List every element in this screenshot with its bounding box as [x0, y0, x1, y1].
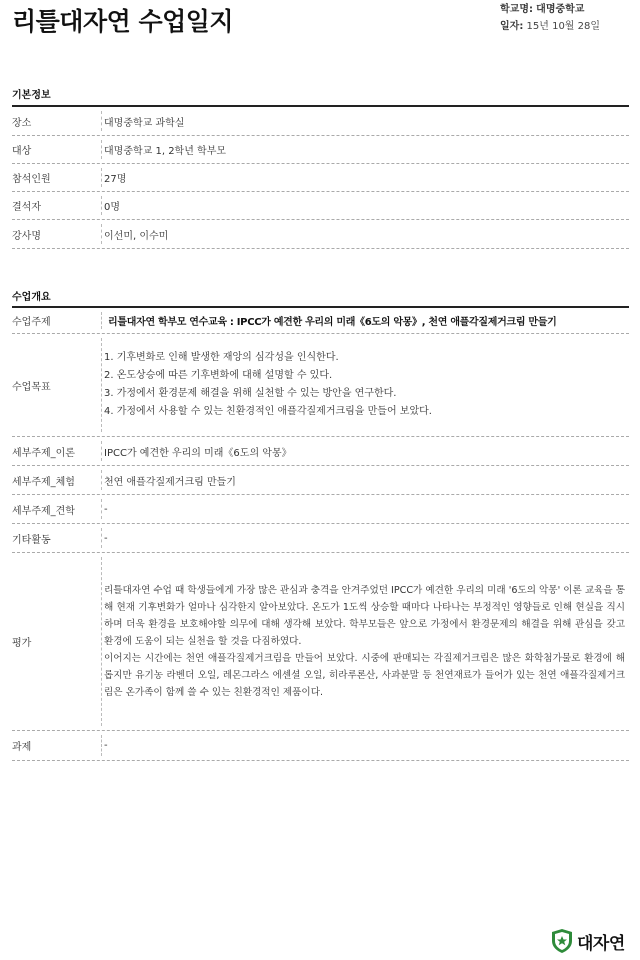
info-value: 이선미, 이수미	[104, 230, 169, 242]
info-value: 대명중학교 과학실	[104, 117, 185, 129]
divider	[101, 735, 102, 756]
info-key: 강사명	[12, 230, 41, 242]
info-row-attendees	[12, 164, 629, 192]
info-row-instructor	[12, 220, 629, 249]
school-value: 대명중학교	[536, 4, 585, 15]
goal-item: 1. 기후변화로 인해 발생한 재앙의 심각성을 인식한다.	[104, 352, 339, 363]
info-key: 대상	[12, 146, 32, 157]
header-meta	[500, 1, 600, 35]
page-title: 리틀대자연 수업일지	[12, 7, 234, 36]
divider	[101, 557, 102, 726]
date-line	[500, 18, 600, 35]
topic-value: 리틀대자연 학부모 연수교육 : IPCC가 예견한 우리의 미래《6도의 악몽》, 천연 애플각질제거크림 만들기	[108, 317, 557, 328]
divider	[101, 312, 102, 329]
divider	[101, 441, 102, 461]
overview-row-tour	[12, 495, 629, 524]
brand-logo	[551, 928, 625, 954]
overview-row-topic	[12, 308, 629, 334]
divider	[101, 111, 102, 131]
overview-row-evaluation	[12, 553, 629, 731]
goals-value	[104, 334, 625, 436]
theory-value: IPCC가 예견한 우리의 미래《6도의 악몽》	[104, 447, 292, 459]
etc-value: -	[104, 532, 108, 544]
basic-info-heading: 기본정보	[12, 90, 51, 101]
goal-item: 4. 가정에서 사용할 수 있는 친환경적인 애플각질제거크림을 만들어 보았다.	[104, 406, 432, 417]
info-key: 결석자	[12, 202, 41, 213]
overview-key: 기타활동	[12, 534, 51, 546]
task-value: -	[104, 740, 108, 751]
overview-key: 과제	[12, 742, 32, 753]
info-value: 27명	[104, 174, 127, 185]
date-label: 일자:	[500, 21, 524, 32]
goal-item: 3. 가정에서 환경문제 해결을 위해 실천할 수 있는 방안을 연구한다.	[104, 388, 397, 399]
date-value: 15년 10월 28일	[526, 21, 601, 32]
info-key: 장소	[12, 117, 32, 129]
divider	[101, 168, 102, 187]
goals-list	[104, 349, 432, 421]
shield-leaf-icon	[551, 928, 573, 954]
overview-row-etc	[12, 524, 629, 553]
info-row-target	[12, 136, 629, 164]
overview-heading: 수업개요	[12, 292, 51, 303]
divider	[101, 196, 102, 215]
evaluation-value	[104, 553, 625, 730]
info-key: 참석인원	[12, 174, 51, 185]
divider	[101, 470, 102, 490]
info-value: 대명중학교 1, 2학년 학부모	[104, 146, 227, 157]
overview-key: 세부주제_체험	[12, 476, 75, 488]
divider	[101, 499, 102, 519]
overview-key: 수업주제	[12, 317, 51, 328]
school-label: 학교명:	[500, 4, 533, 15]
overview-key: 평가	[12, 638, 32, 649]
overview-row-task	[12, 731, 629, 761]
info-value: 0명	[104, 202, 121, 213]
overview-row-practice	[12, 466, 629, 495]
school-line	[500, 1, 600, 18]
logo-text: 대자연	[577, 933, 625, 954]
goal-item: 2. 온도상승에 따른 기후변화에 대해 설명할 수 있다.	[104, 370, 333, 381]
overview-row-theory	[12, 437, 629, 466]
divider	[101, 338, 102, 432]
divider	[101, 528, 102, 548]
divider	[101, 224, 102, 244]
overview-key: 세부주제_이론	[12, 447, 75, 459]
evaluation-paragraph: 리틀대자연 수업 때 학생들에게 가장 많은 관심과 충격을 안겨주었던 IPCC가 예견한 우리의 미래 '6도의 악몽' 이론 교육을 통해 현재 기후변화가 얼마나 심각한지 알아보았다. 온도가 1도씩 상승할 때마다 나타나는 부정적인 영향들로 인해 현실을 직시하며 더욱 환경을 보호해야할 의무에 대해 생각해 보았다. 학부모들은 앞으로 가정에서 환경문제의 해결을 위해 관심을 갖고 환경에 도움이 되는 실천을 할 것을 다짐하였다.	[104, 585, 625, 647]
overview-key: 세부주제_견학	[12, 505, 75, 517]
info-row-absent	[12, 192, 629, 220]
practice-value: 천연 애플각질제거크림 만들기	[104, 476, 236, 488]
evaluation-paragraph: 이어지는 시간에는 천연 애플각질제거크림을 만들어 보았다. 시중에 판매되는 각질제거크림은 많은 화학첨가물로 환경에 해롭지만 유기농 라벤더 오일, 레몬그라스 에센셜 오일, 히라루론산, 사과분말 등 천연재료가 들어가 있는 천연 애플각질제거크림은 온가족이 함께 쓸 수 있는 친환경적인 제품이다.	[104, 653, 625, 698]
tour-value: -	[104, 503, 108, 515]
evaluation-text	[104, 582, 625, 701]
overview-key: 수업목표	[12, 381, 51, 393]
overview-row-goals	[12, 334, 629, 437]
info-row-place	[12, 107, 629, 136]
divider	[101, 140, 102, 159]
